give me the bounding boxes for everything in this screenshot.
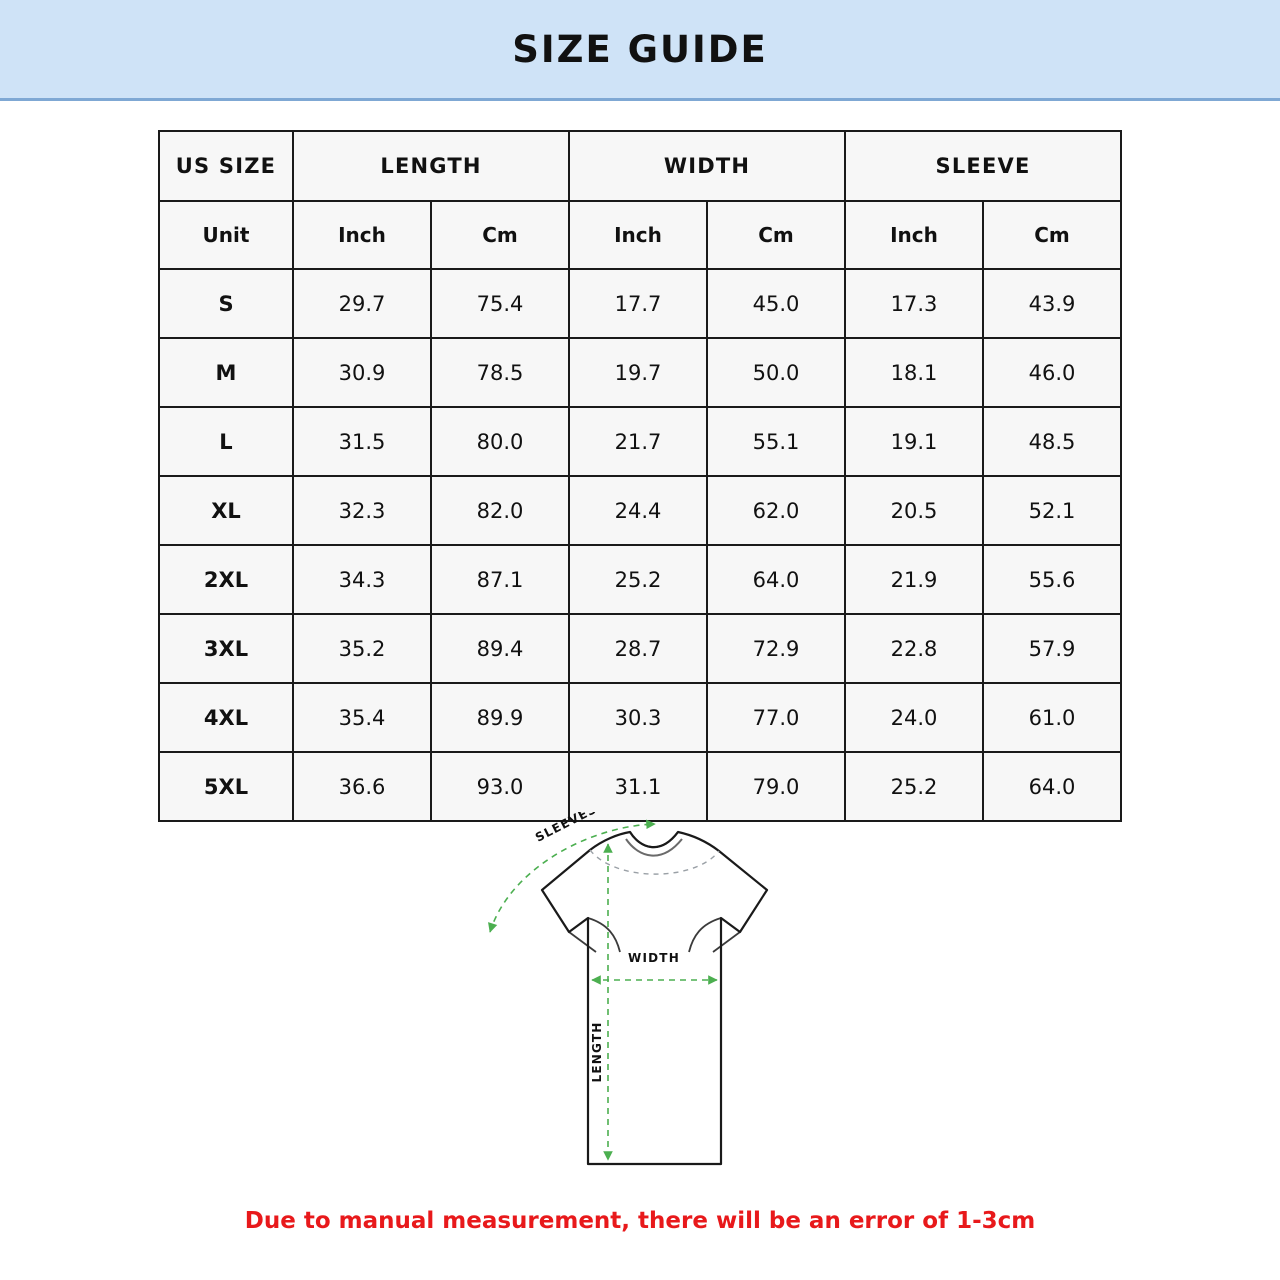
- cell-width-cm: 64.0: [707, 545, 845, 614]
- unit-sleeve-inch: Inch: [845, 201, 983, 269]
- cell-length-cm: 80.0: [431, 407, 569, 476]
- cell-length-cm: 89.4: [431, 614, 569, 683]
- header-band: [0, 0, 1280, 101]
- cell-sleeve-inch: 18.1: [845, 338, 983, 407]
- cell-size: M: [159, 338, 293, 407]
- unit-length-inch: Inch: [293, 201, 431, 269]
- cell-sleeve-cm: 46.0: [983, 338, 1121, 407]
- cell-length-inch: 35.2: [293, 614, 431, 683]
- cell-width-cm: 55.1: [707, 407, 845, 476]
- cell-length-inch: 31.5: [293, 407, 431, 476]
- size-chart-table: [158, 130, 1122, 822]
- cell-width-inch: 21.7: [569, 407, 707, 476]
- table-row: [159, 476, 1121, 545]
- cell-length-inch: 34.3: [293, 545, 431, 614]
- cell-width-inch: 25.2: [569, 545, 707, 614]
- tshirt-diagram-svg: [440, 812, 860, 1192]
- cell-length-inch: 29.7: [293, 269, 431, 338]
- size-table-container: [158, 130, 1122, 822]
- cell-sleeve-cm: 43.9: [983, 269, 1121, 338]
- cell-sleeve-cm: 64.0: [983, 752, 1121, 821]
- cell-length-cm: 87.1: [431, 545, 569, 614]
- table-unit-header-row: [159, 201, 1121, 269]
- page-title: SIZE GUIDE: [512, 27, 768, 71]
- cell-length-inch: 36.6: [293, 752, 431, 821]
- cell-length-inch: 30.9: [293, 338, 431, 407]
- cell-sleeve-cm: 57.9: [983, 614, 1121, 683]
- cell-length-inch: 35.4: [293, 683, 431, 752]
- cell-width-cm: 72.9: [707, 614, 845, 683]
- cell-sleeve-cm: 55.6: [983, 545, 1121, 614]
- cell-length-cm: 78.5: [431, 338, 569, 407]
- table-row: [159, 683, 1121, 752]
- tshirt-measurement-diagram: [440, 812, 860, 1192]
- cell-width-inch: 28.7: [569, 614, 707, 683]
- unit-sleeve-cm: Cm: [983, 201, 1121, 269]
- column-header-length: LENGTH: [293, 131, 569, 201]
- length-label: LENGTH: [590, 1021, 604, 1083]
- cell-sleeve-inch: 19.1: [845, 407, 983, 476]
- cell-size: 4XL: [159, 683, 293, 752]
- cell-sleeve-cm: 48.5: [983, 407, 1121, 476]
- cell-width-cm: 45.0: [707, 269, 845, 338]
- table-body: [159, 269, 1121, 821]
- table-row: [159, 752, 1121, 821]
- cell-sleeve-inch: 17.3: [845, 269, 983, 338]
- width-label: WIDTH: [628, 951, 680, 965]
- cell-sleeve-inch: 25.2: [845, 752, 983, 821]
- table-row: [159, 269, 1121, 338]
- cell-width-cm: 50.0: [707, 338, 845, 407]
- cell-sleeve-inch: 22.8: [845, 614, 983, 683]
- cell-width-cm: 77.0: [707, 683, 845, 752]
- cell-size: 5XL: [159, 752, 293, 821]
- cell-width-inch: 31.1: [569, 752, 707, 821]
- table-row: [159, 545, 1121, 614]
- cell-size: L: [159, 407, 293, 476]
- unit-width-cm: Cm: [707, 201, 845, 269]
- cell-length-cm: 82.0: [431, 476, 569, 545]
- tshirt-outline: [542, 832, 767, 1164]
- cell-width-inch: 19.7: [569, 338, 707, 407]
- column-header-us-size: US SIZE: [159, 131, 293, 201]
- cell-length-cm: 75.4: [431, 269, 569, 338]
- column-header-width: WIDTH: [569, 131, 845, 201]
- cell-sleeve-inch: 21.9: [845, 545, 983, 614]
- cell-width-inch: 30.3: [569, 683, 707, 752]
- cell-length-cm: 89.9: [431, 683, 569, 752]
- cell-size: XL: [159, 476, 293, 545]
- unit-length-cm: Cm: [431, 201, 569, 269]
- cell-width-inch: 17.7: [569, 269, 707, 338]
- table-row: [159, 338, 1121, 407]
- cell-sleeve-inch: 24.0: [845, 683, 983, 752]
- cell-width-inch: 24.4: [569, 476, 707, 545]
- column-header-sleeve: SLEEVE: [845, 131, 1121, 201]
- cell-size: S: [159, 269, 293, 338]
- table-row: [159, 407, 1121, 476]
- measurement-disclaimer: Due to manual measurement, there will be an error of 1-3cm: [244, 1208, 1036, 1234]
- cell-length-cm: 93.0: [431, 752, 569, 821]
- cell-size: 3XL: [159, 614, 293, 683]
- cell-sleeve-cm: 61.0: [983, 683, 1121, 752]
- unit-width-inch: Inch: [569, 201, 707, 269]
- table-row: [159, 614, 1121, 683]
- sleeves-label: SLEEVES: [533, 812, 600, 845]
- cell-size: 2XL: [159, 545, 293, 614]
- cell-width-cm: 62.0: [707, 476, 845, 545]
- cell-width-cm: 79.0: [707, 752, 845, 821]
- table-group-header-row: [159, 131, 1121, 201]
- cell-length-inch: 32.3: [293, 476, 431, 545]
- cell-sleeve-inch: 20.5: [845, 476, 983, 545]
- unit-label: Unit: [159, 201, 293, 269]
- cell-sleeve-cm: 52.1: [983, 476, 1121, 545]
